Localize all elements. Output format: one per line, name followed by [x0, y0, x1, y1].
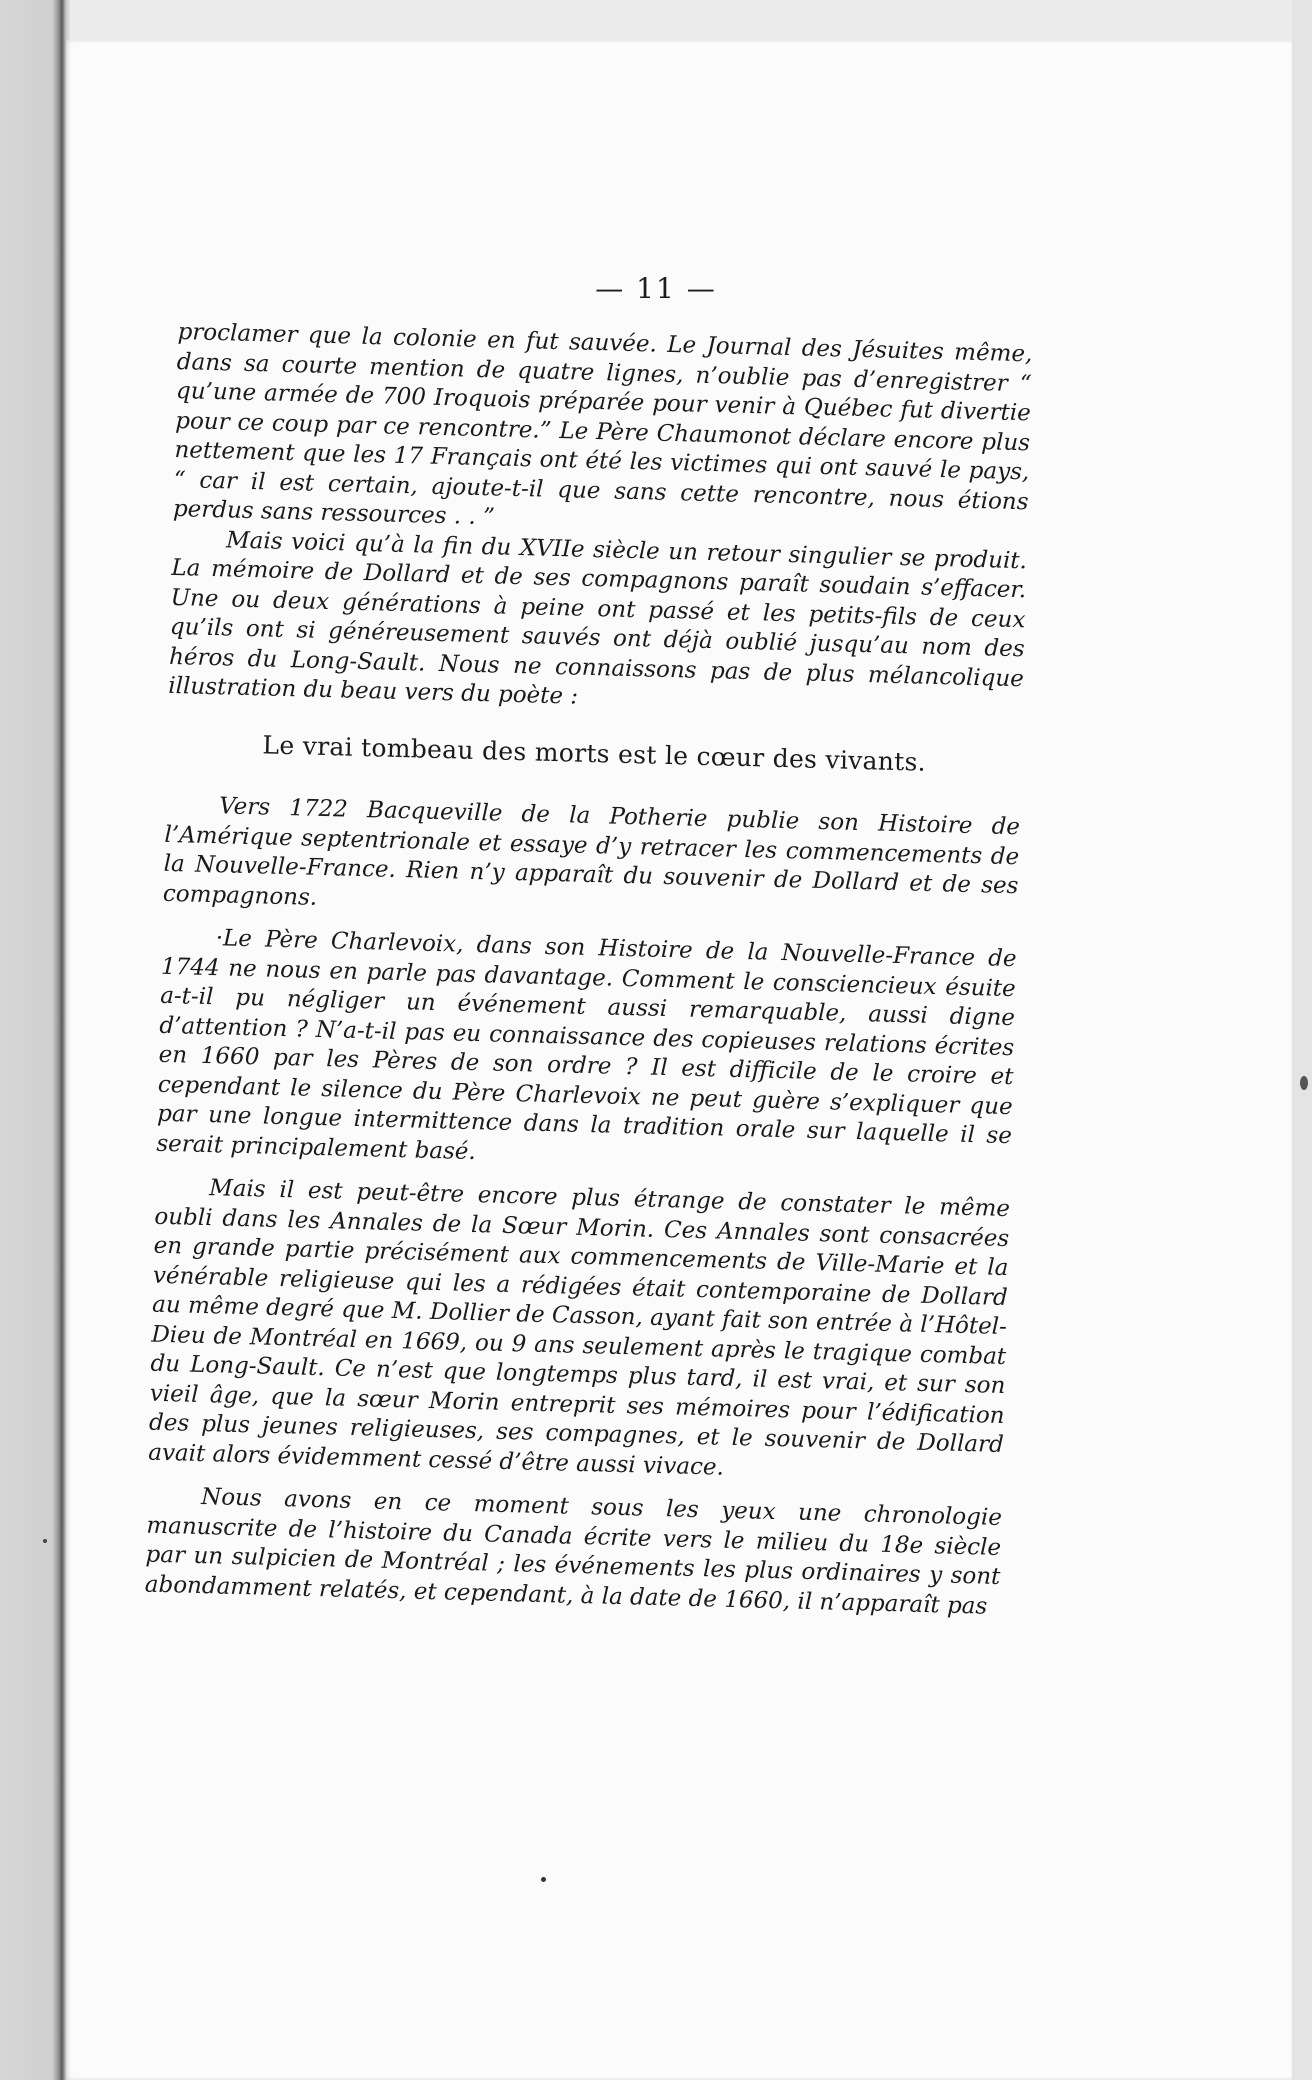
- ink-speck: [541, 1877, 546, 1882]
- paragraph-4: ·Le Père Charlevoix, dans son Histoire de la Nouvelle-France de 1744 ne nous en parle pas davantage. Comment le consciencieux ésuite a-t-il pu négliger un événement aussi remarquable, aussi digne d’attention ? N’a-t-il pas eu connaissance des copieuses relations écrites en 1660 par les Pères de son ordre ? Il est difficile de le croire et cependant le silence du Père Charlevoix ne peut guère s’expliquer que par une longue intermittence dans la tradition orale sur laquelle il se serait principalement basé.: [156, 925, 1017, 1165]
- book-spine-shadow: [0, 0, 70, 2080]
- page-edge: [1292, 0, 1312, 2080]
- body-text: [144, 318, 1032, 1622]
- edge-mark: [1300, 1076, 1308, 1090]
- verse-quote: Le vrai tombeau des morts est le cœur des vivants.: [262, 729, 927, 777]
- paragraph-6: Nous avons en ce moment sous les yeux une chronologie manuscrite de l’histoire du Canada écrite vers le milieu du 18e siècle par un sulpicien de Montréal ; les événements les plus ordinaires y sont abondamment relatés, et cependant, à la date de 1660, il n’apparaît pas: [144, 1484, 1003, 1620]
- paragraph-1: proclamer que la colonie en fut sauvée. Le Journal des Jésuites même, dans sa courte mention de quatre lignes, n’oublie pas d’enregistrer “ qu’une armée de 700 Iroquois préparée pour venir à Québec fut divertie pour ce coup par ce rencontre.” Le Père Chaumonot déclare encore plus nettement que les 17 Français ont été les victimes qui ont sauvé le pays, “ car il est certain, ajoute-t-il que sans cette rencontre, nous étions perdus sans ressources . . ”: [172, 318, 1033, 531]
- page-number: — 11 —: [595, 272, 717, 305]
- margin-speck: [43, 1539, 47, 1543]
- paragraph-2: Mais voici qu’à la fin du XVIIe siècle un retour singulier se produit. La mémoire de Dollard et de ses compagnons paraît soudain s’effacer. Une ou deux générations à peine ont passé et les petits-fils de ceux qu’ils ont si généreusement sauvés ont déjà oublié jusqu’au nom des héros du Long-Sault. Nous ne connaissons pas de plus mélancolique illustration du beau vers du poète :: [168, 526, 1028, 710]
- paragraph-5: Mais il est peut-être encore plus étrange de constater le même oubli dans les Annales de la Sœur Morin. Ces Annales sont consacrées en grande partie précisément aux commencements de Ville-Marie et la vénérable religieuse qui les a rédigées était contemporaine de Dollard au même degré que M. Dollier de Casson, ayant fait son entrée à l’Hôtel-Dieu de Montréal en 1669, ou 9 ans seulement après le tragique combat du Long-Sault. Ce n’est que longtemps plus tard, il est vrai, et sur son vieil âge, que la sœur Morin entreprit ses mémoires pour l’édification des plus jeunes religieuses, ses compagnes, et le souvenir de Dollard avait alors évidemment cessé d’être aussi vivace.: [147, 1175, 1011, 1481]
- paragraph-3: Vers 1722 Bacqueville de la Potherie publie son Histoire de l’Amérique septentrionale et essaye d’y retracer les commencements de la Nouvelle-France. Rien n’y apparaît du souvenir de Dollard et de ses compagnons.: [162, 793, 1021, 911]
